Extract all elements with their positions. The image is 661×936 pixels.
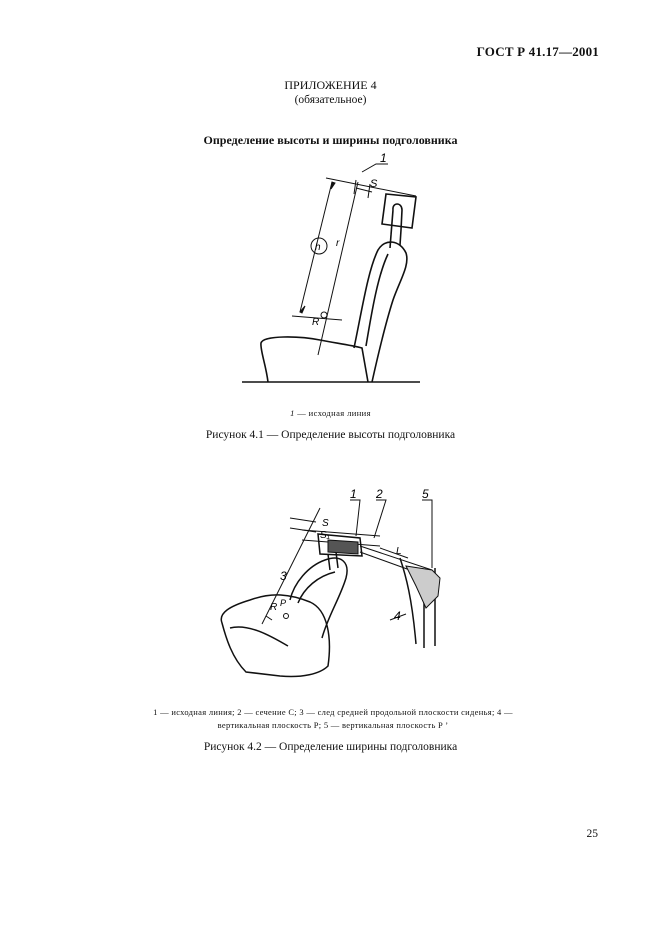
label-s: S bbox=[322, 518, 329, 529]
label-point-r: R bbox=[312, 317, 320, 328]
page-number: 25 bbox=[586, 828, 598, 840]
label-1: 1 bbox=[380, 151, 387, 165]
appendix-title: ПРИЛОЖЕНИЕ 4 bbox=[284, 78, 377, 92]
figure-4-1-drawing bbox=[230, 150, 430, 390]
figure-4-2-note: 1 — исходная линия; 2 — сечение С; 3 — след средней продольной плоскости сиденья; 4 — вертикальная плоскость P; 5 — вертикальная плоскость P ’ bbox=[153, 707, 513, 730]
label-p: P bbox=[280, 598, 287, 608]
label-5: 5 bbox=[422, 488, 429, 501]
label-r: R bbox=[270, 602, 278, 613]
figure-4-1-caption: Рисунок 4.1 — Определение высоты подголовника bbox=[205, 429, 456, 441]
reference-line bbox=[318, 182, 358, 355]
figure-4-2-drawing bbox=[210, 488, 460, 688]
figure-4-2-caption: Рисунок 4.2 — Определение ширины подголовника bbox=[203, 741, 458, 753]
section-title: Определение высоты и ширины подголовника bbox=[203, 133, 458, 147]
label-r: r bbox=[336, 238, 340, 249]
label-l: L bbox=[396, 546, 402, 557]
label-h: h bbox=[315, 242, 321, 253]
label-3: 3 bbox=[280, 569, 287, 583]
document-code: ГОСТ Р 41.17—2001 bbox=[476, 44, 599, 59]
figure-4-1-note: 1 — исходная линия bbox=[290, 408, 371, 418]
label-2: 2 bbox=[376, 488, 383, 501]
label-s: S bbox=[370, 178, 378, 190]
label-s1: S₁ bbox=[320, 530, 330, 541]
headrest bbox=[382, 194, 416, 228]
seat-backrest bbox=[354, 242, 407, 382]
appendix-note: (обязательное) bbox=[294, 94, 367, 106]
label-4: 4 bbox=[394, 609, 401, 623]
label-1: 1 bbox=[350, 488, 357, 501]
seat-cushion bbox=[261, 337, 368, 382]
